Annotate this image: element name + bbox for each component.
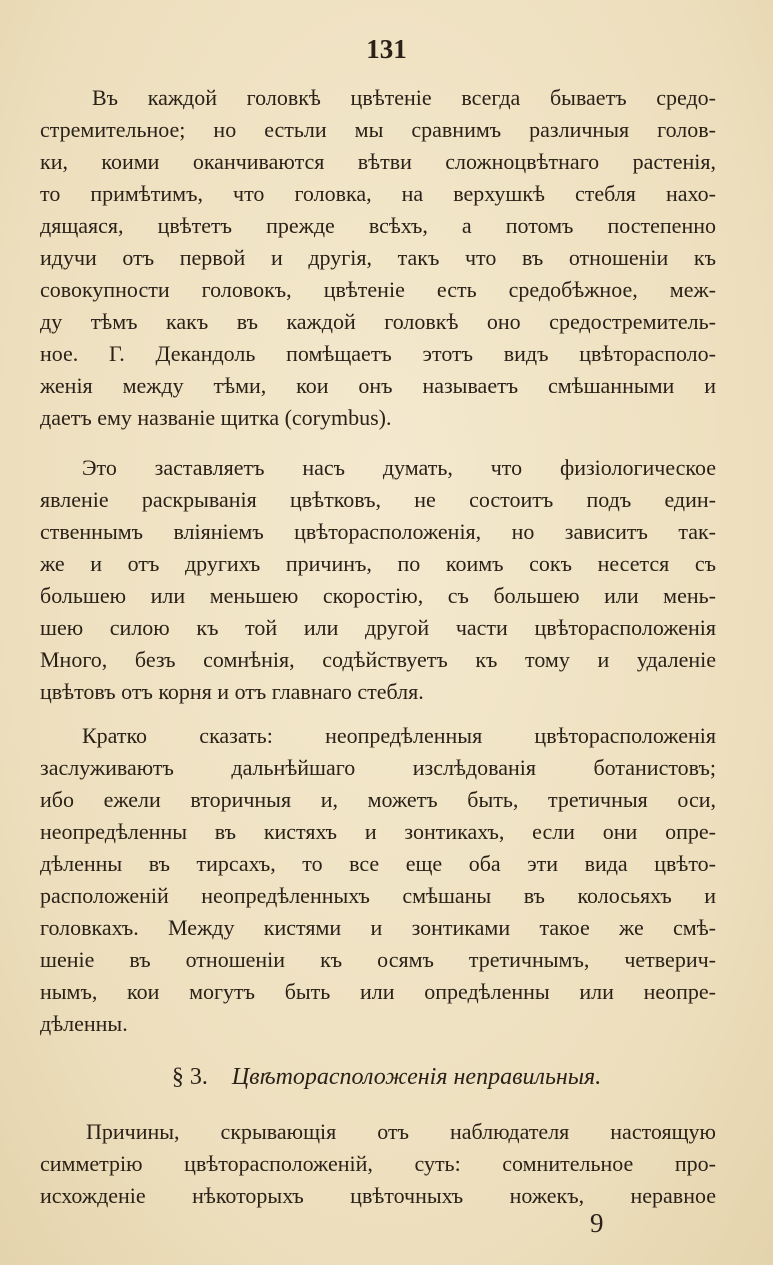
- text-line: Причины, скрывающія отъ наблюдателя настоящую: [86, 1119, 716, 1144]
- text-line: заслуживаютъ дальнѣйшаго изслѣдованія ботанистовъ;: [40, 755, 716, 780]
- signature-mark: 9: [590, 1208, 604, 1238]
- text-line: ственнымъ вліяніемъ цвѣторасположенія, но зависитъ так-: [40, 519, 716, 544]
- text-line: дящаяся, цвѣтетъ прежде всѣхъ, а потомъ постепенно: [40, 213, 716, 238]
- text-line: ки, коими оканчиваются вѣтви сложноцвѣтнаго растенія,: [40, 149, 716, 174]
- text-line: ибо ежели вторичныя и, можетъ быть, третичныя оси,: [40, 787, 716, 812]
- text-line: головкахъ. Между кистями и зонтиками такое же смѣ-: [40, 915, 716, 940]
- text-line: ду тѣмъ какъ въ каждой головкѣ оно средостремитель-: [40, 309, 716, 334]
- text-line: Въ каждой головкѣ цвѣтеніе всегда бываетъ средо-: [92, 85, 716, 110]
- text-line: Кратко сказать: неопредѣленныя цвѣторасположенія: [82, 723, 716, 748]
- text-line: симметрію цвѣторасположеній, суть: сомнительное про-: [40, 1151, 716, 1176]
- text-line: ное. Г. Декандоль помѣщаетъ этотъ видъ цвѣторасполо-: [40, 341, 716, 366]
- text-line: цвѣтовъ отъ корня и отъ главнаго стебля.: [40, 679, 424, 704]
- text-line: нымъ, кои могутъ быть или опредѣленны или неопре-: [40, 979, 716, 1004]
- text-line: идучи отъ первой и другія, такъ что въ отношеніи къ: [40, 245, 716, 270]
- text-line: шеніе въ отношеніи къ осямъ третичнымъ, четверич-: [40, 947, 716, 972]
- text-line: то примѣтимъ, что головка, на верхушкѣ стебля нахо-: [40, 181, 716, 206]
- text-line: расположеній неопредѣленныхъ смѣшаны въ колосьяхъ и: [40, 883, 716, 908]
- text-line: большею или меньшею скоростію, съ большею или мень-: [40, 583, 716, 608]
- paragraph-3: [40, 720, 716, 1040]
- text-line: женія между тѣми, кои онъ называетъ смѣшанными и: [40, 373, 716, 398]
- text-line: совокупности головокъ, цвѣтеніе есть средобѣжное, меж-: [40, 277, 716, 302]
- text-line: дѣленны.: [40, 1011, 128, 1036]
- text-line: стремительное; но естьли мы сравнимъ различныя голов-: [40, 117, 716, 142]
- text-line: неопредѣленны въ кистяхъ и зонтикахъ, если они опре-: [40, 819, 716, 844]
- paragraph-4: [40, 1116, 716, 1212]
- text-line: исхожденіе нѣкоторыхъ цвѣточныхъ ножекъ, неравное: [40, 1183, 716, 1208]
- section-number: § 3.: [171, 1064, 208, 1090]
- text-line: шею силою къ той или другой части цвѣторасположенія: [40, 615, 716, 640]
- text-line: явленіе раскрыванія цвѣтковъ, не состоитъ подъ един-: [40, 487, 716, 512]
- text-line: даетъ ему названіе щитка (corymbus).: [40, 405, 392, 430]
- paragraph-1: [40, 82, 716, 434]
- section-title: Цвѣторасположенія неправильныя.: [231, 1064, 602, 1090]
- paragraph-2: [40, 452, 716, 708]
- section-heading: [0, 1064, 773, 1091]
- page-number: 131: [366, 34, 407, 64]
- text-line: же и отъ другихъ причинъ, по коимъ сокъ несется съ: [40, 551, 716, 576]
- text-line: Много, безъ сомнѣнія, содѣйствуетъ къ тому и удаленіе: [40, 647, 716, 672]
- text-line: дѣленны въ тирсахъ, то все еще оба эти вида цвѣто-: [40, 851, 716, 876]
- text-line: Это заставляетъ насъ думать, что физіологическое: [82, 455, 716, 480]
